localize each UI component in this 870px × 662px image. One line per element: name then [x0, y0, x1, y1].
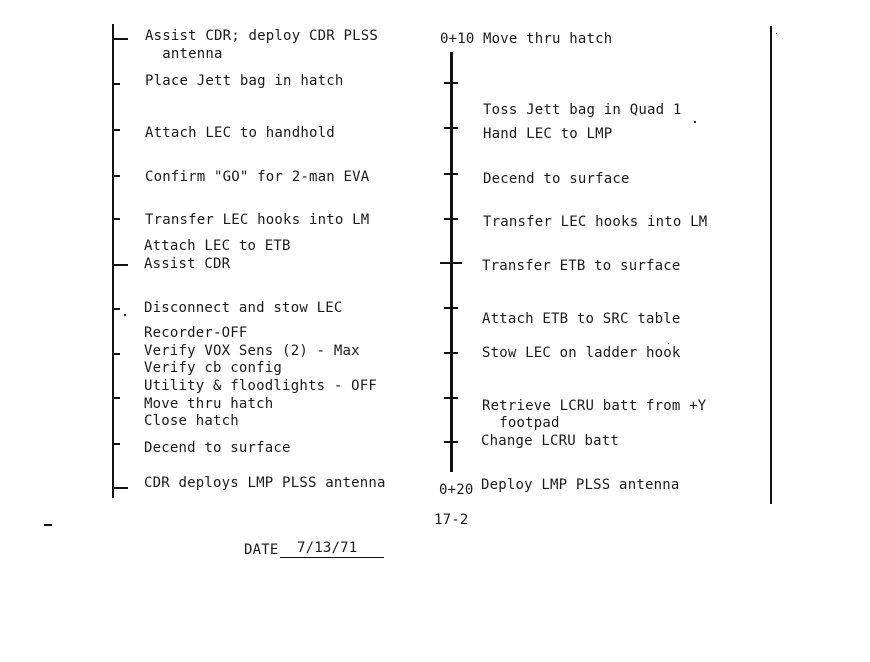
stray-mark: [776, 33, 777, 34]
left-entry: Verify VOX Sens (2) - Max: [144, 343, 360, 359]
right-entry: Decend to surface: [483, 171, 630, 187]
left-tick: [112, 129, 120, 131]
right-entry: Stow LEC on ladder hook: [482, 345, 681, 361]
center-tick: [440, 262, 462, 264]
left-tick: [112, 397, 120, 399]
right-entry: Deploy LMP PLSS antenna: [481, 477, 680, 493]
page-number: 17-2: [434, 512, 469, 528]
right-entry: footpad: [482, 415, 560, 431]
left-tick: [112, 308, 120, 310]
left-tick: [112, 175, 120, 177]
left-timeline-axis: [112, 24, 114, 498]
left-tick: [112, 264, 128, 266]
left-entry: Assist CDR: [144, 256, 231, 272]
date-label: DATE: [244, 542, 279, 558]
center-tick: [444, 173, 458, 175]
left-tick: [112, 218, 120, 220]
time-marker-start: 0+10: [440, 31, 475, 47]
center-tick: [444, 441, 458, 443]
left-tick: [112, 443, 120, 445]
left-entry: Disconnect and stow LEC: [144, 300, 343, 316]
left-entry: Confirm "GO" for 2-man EVA: [145, 169, 370, 185]
time-marker-end: 0+20: [439, 482, 474, 498]
left-entry: Transfer LEC hooks into LM: [145, 212, 370, 228]
left-entry: CDR deploys LMP PLSS antenna: [144, 475, 386, 491]
left-entry: Move thru hatch: [144, 396, 274, 412]
left-entry: Decend to surface: [144, 440, 291, 456]
right-entry: Toss Jett bag in Quad 1: [483, 102, 682, 118]
stray-mark: [668, 343, 669, 344]
date-value: 7/13/71: [297, 540, 358, 556]
date-underline: [280, 557, 384, 558]
right-entry: Change LCRU batt: [481, 433, 620, 449]
left-tick: [112, 353, 120, 355]
left-tick: [112, 38, 128, 40]
center-tick: [444, 352, 458, 354]
center-tick: [444, 127, 458, 129]
left-tick: [112, 487, 128, 489]
left-entry: Attach LEC to ETB: [144, 238, 291, 254]
left-entry: Verify cb config: [144, 360, 283, 376]
left-tick: [112, 83, 120, 85]
right-border-line: [770, 26, 772, 504]
left-entry: Place Jett bag in hatch: [145, 73, 344, 89]
right-entry: Retrieve LCRU batt from +Y: [482, 398, 707, 414]
right-entry: Hand LEC to LMP: [483, 126, 613, 142]
stray-mark: [44, 524, 52, 526]
left-entry: Close hatch: [144, 413, 239, 429]
right-entry: Move thru hatch: [483, 31, 613, 47]
left-entry: Recorder-OFF: [144, 325, 248, 341]
center-tick: [444, 82, 458, 84]
left-entry: Assist CDR; deploy CDR PLSS: [145, 28, 378, 44]
left-entry: Utility & floodlights - OFF: [144, 378, 377, 394]
right-entry: Attach ETB to SRC table: [482, 311, 681, 327]
right-entry: Transfer LEC hooks into LM: [483, 214, 708, 230]
center-tick: [444, 307, 458, 309]
left-entry: Attach LEC to handhold: [145, 125, 335, 141]
center-tick: [444, 218, 458, 220]
right-entry: Transfer ETB to surface: [482, 258, 681, 274]
left-entry: antenna: [145, 46, 223, 62]
center-tick: [444, 397, 458, 399]
stray-mark: [124, 314, 126, 316]
stray-mark: [694, 121, 696, 123]
